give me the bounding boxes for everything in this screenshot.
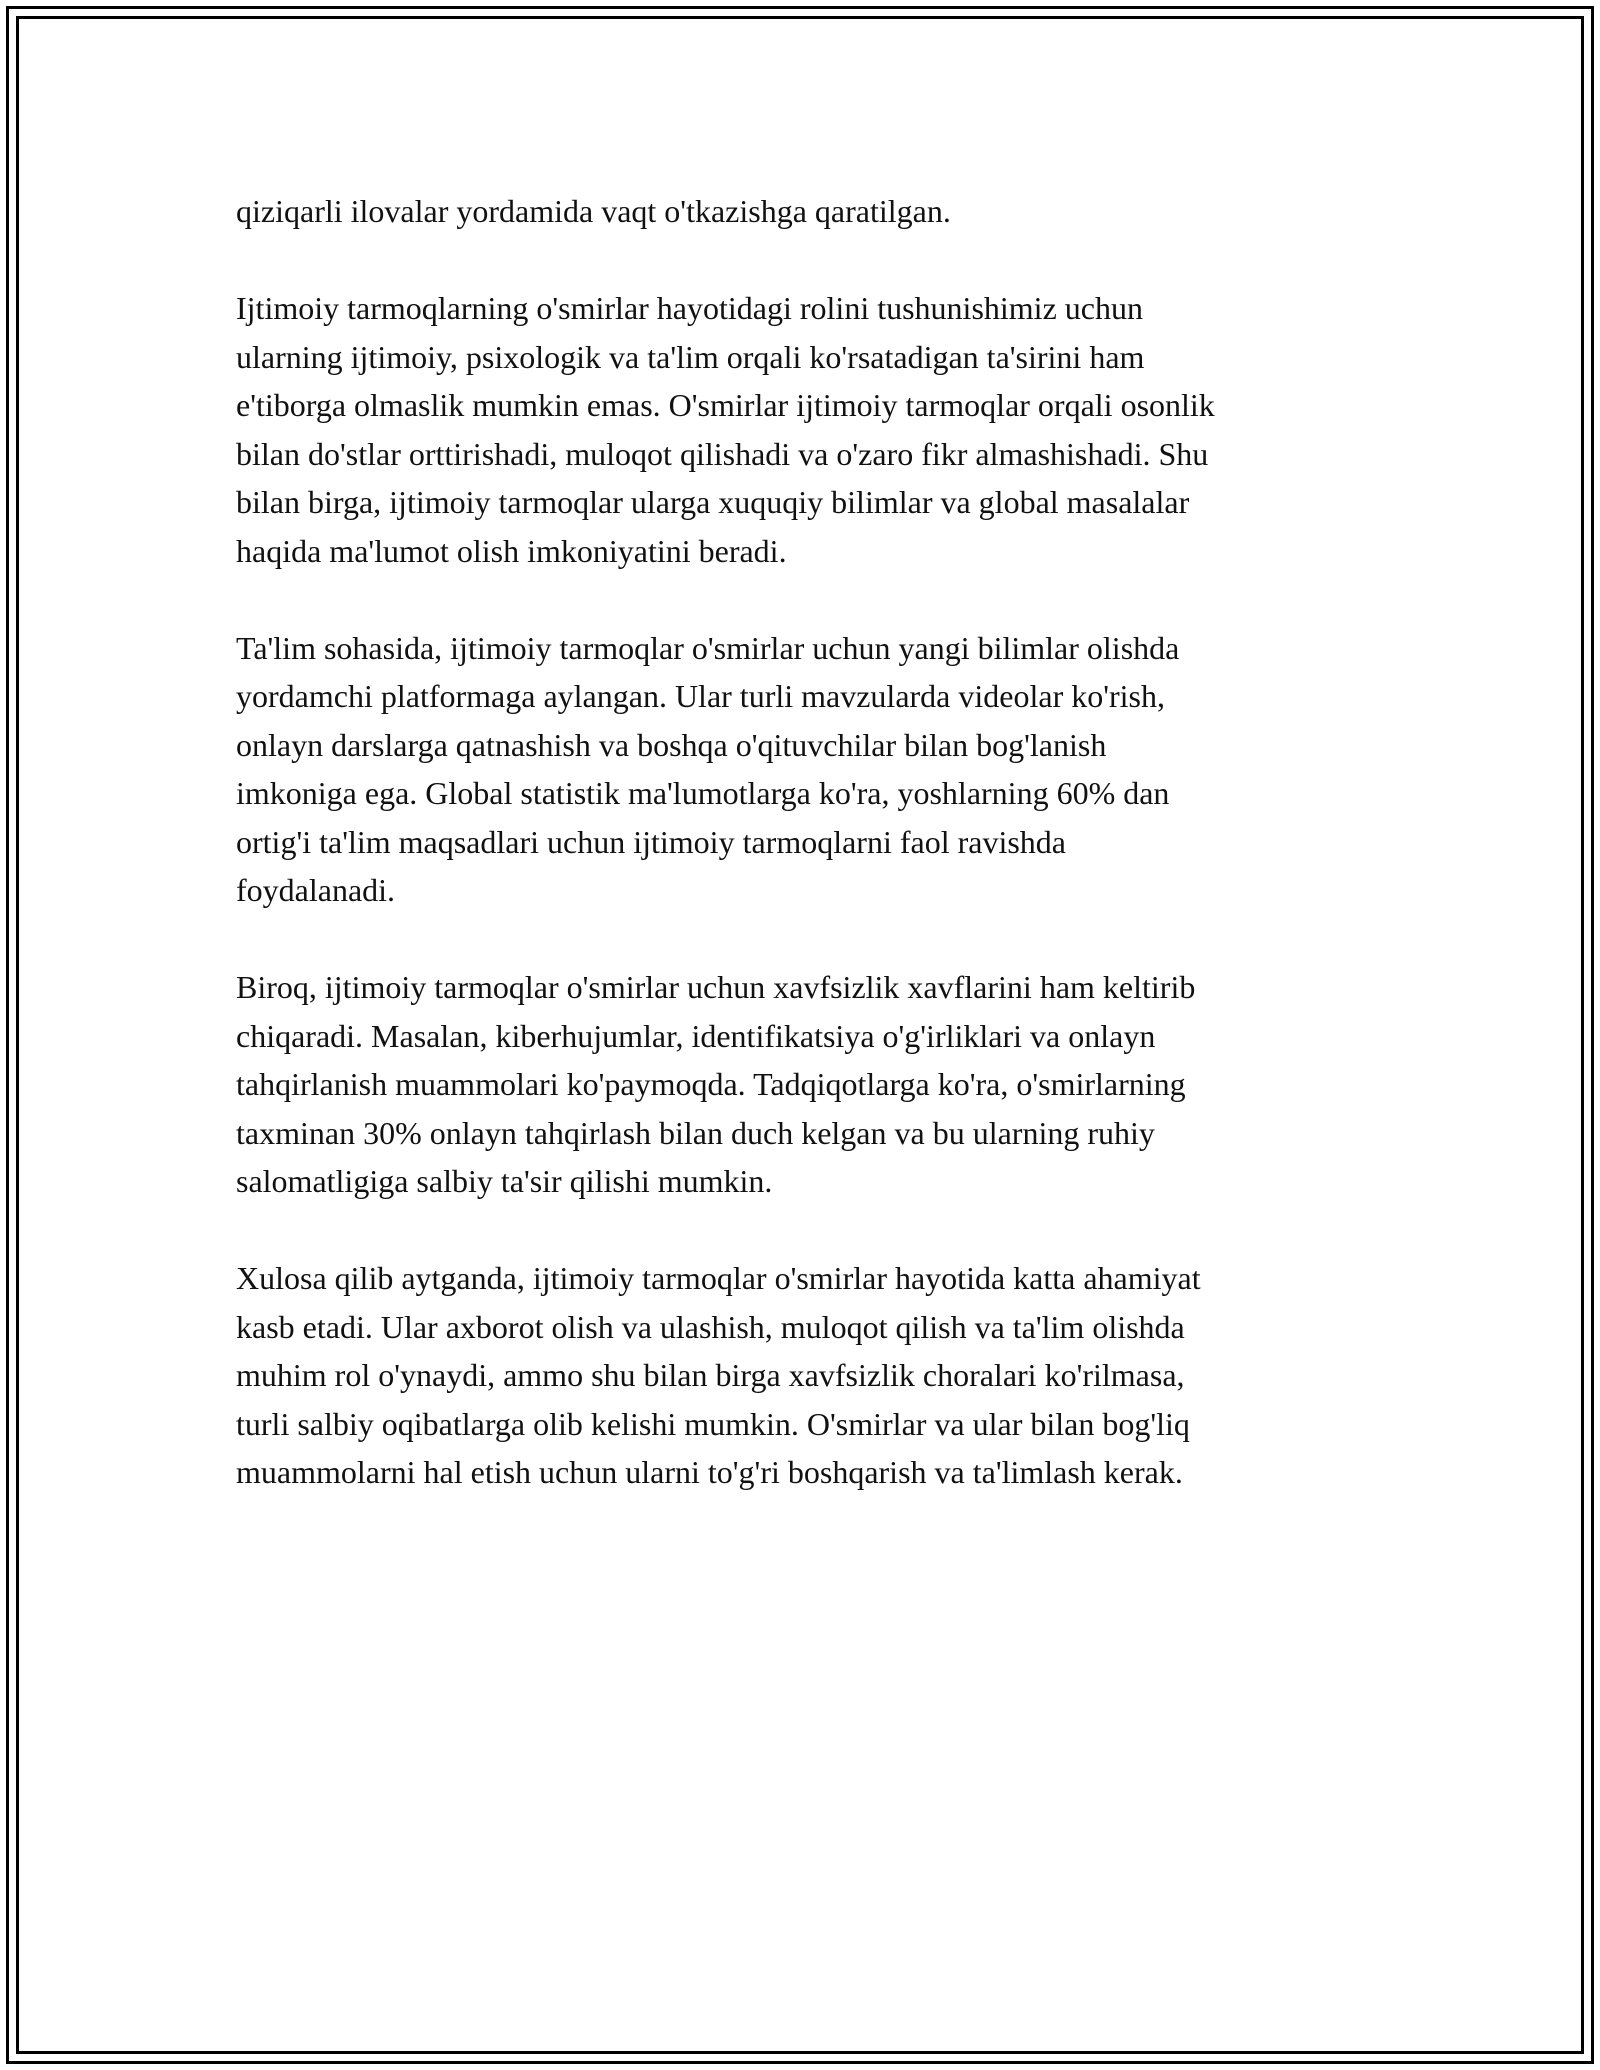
- text-line: tahqirlanish muammolari ko'paymoqda. Tadqiqotlarga ko'ra, o'smirlarning: [236, 1066, 1186, 1102]
- text-line: Ijtimoiy tarmoqlarning o'smirlar hayotidagi rolini tushunishimiz uchun: [236, 290, 1143, 326]
- document-body: [236, 187, 1366, 1545]
- text-line: Ta'lim sohasida, ijtimoiy tarmoqlar o'smirlar uchun yangi bilimlar olishda: [236, 629, 1180, 666]
- text-line: yordamchi platformaga aylangan. Ular turli mavzularda videolar ko'rish,: [236, 678, 1165, 714]
- paragraph-continuation: [236, 187, 1366, 236]
- text-line: muhim rol o'ynaydi, ammo shu bilan birga xavfsizlik choralari ko'rilmasa,: [236, 1357, 1185, 1393]
- text-line: haqida ma'lumot olish imkoniyatini beradi.: [236, 532, 787, 569]
- text-line: salomatligiga salbiy ta'sir qilishi mumkin.: [236, 1163, 773, 1199]
- text-line: imkoniga ega. Global statistik ma'lumotlarga ko'ra, yoshlarning 60% dan: [236, 775, 1170, 811]
- paragraph-conclusion: [236, 1254, 1366, 1497]
- text-line: ularning ijtimoiy, psixologik va ta'lim orqali ko'rsatadigan ta'sirini ham: [236, 338, 1145, 375]
- text-line: turli salbiy oqibatlarga olib kelishi mumkin. O'smirlar va ular bilan bog'liq: [236, 1405, 1190, 1442]
- text-line: e'tiborga olmaslik mumkin emas. O'smirlar ijtimoiy tarmoqlar orqali osonlik: [236, 387, 1215, 423]
- text-line: bilan birga, ijtimoiy tarmoqlar ularga xuquqiy bilimlar va global masalalar: [236, 484, 1190, 520]
- text-line: chiqaradi. Masalan, kiberhujumlar, identifikatsiya o'g'irliklari va onlayn: [236, 1017, 1156, 1054]
- text-line: onlayn darslarga qatnashish va boshqa o'qituvchilar bilan bog'lanish: [236, 726, 1107, 763]
- paragraph-social-role: [236, 284, 1366, 575]
- text-line: foydalanadi.: [236, 872, 396, 908]
- text-line: Biroq, ijtimoiy tarmoqlar o'smirlar uchun xavfsizlik xavflarini ham keltirib: [236, 969, 1196, 1005]
- text-line: muammolarni hal etish uchun ularni to'g'ri boshqarish va ta'limlash kerak.: [236, 1454, 1183, 1490]
- text-line: ortig'i ta'lim maqsadlari uchun ijtimoiy tarmoqlarni faol ravishda: [236, 823, 1066, 860]
- text-line: qiziqarli ilovalar yordamida vaqt o'tkazishga qaratilgan.: [236, 193, 951, 229]
- text-line: bilan do'stlar orttirishadi, muloqot qilishadi va o'zaro fikr almashishadi. Shu: [236, 435, 1209, 472]
- paragraph-education: [236, 624, 1366, 915]
- text-line: kasb etadi. Ular axborot olish va ulashish, muloqot qilish va ta'lim olishda: [236, 1308, 1185, 1345]
- paragraph-safety-risks: [236, 963, 1366, 1206]
- text-line: taxminan 30% onlayn tahqirlash bilan duch kelgan va bu ularning ruhiy: [236, 1114, 1155, 1151]
- text-line: Xulosa qilib aytganda, ijtimoiy tarmoqlar o'smirlar hayotida katta ahamiyat: [236, 1260, 1201, 1296]
